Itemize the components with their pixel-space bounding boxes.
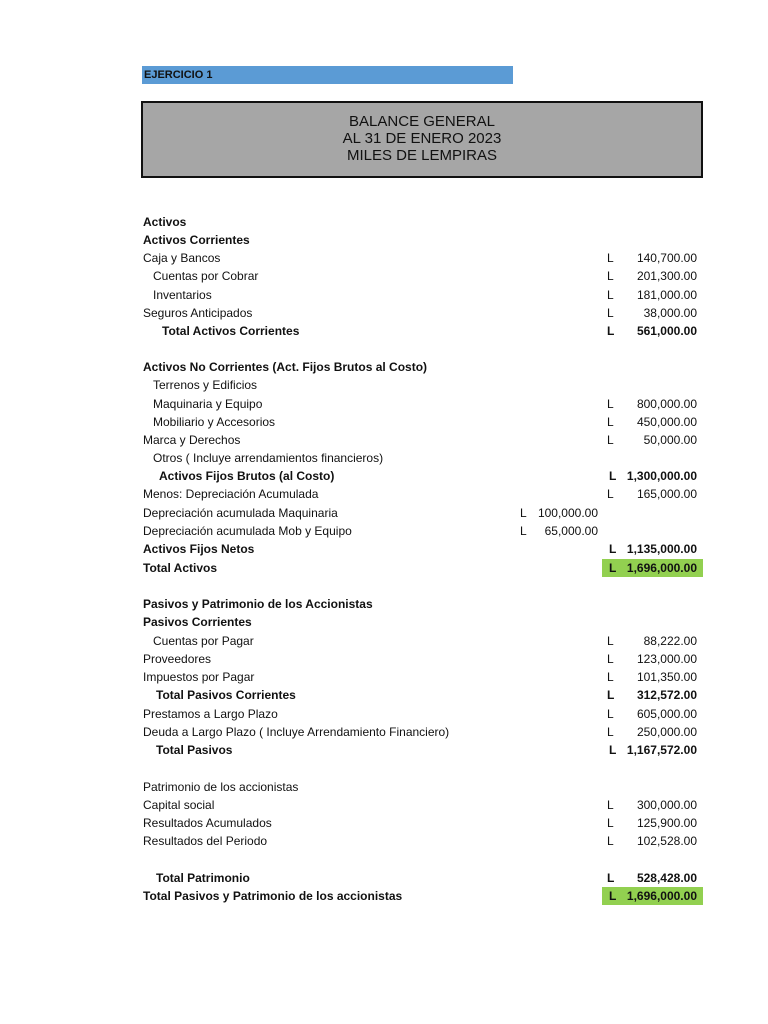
row-amount: 1,300,000.00 — [626, 469, 697, 483]
row-label: Cuentas por Cobrar — [153, 269, 259, 283]
row-amount: 102,528.00 — [636, 834, 697, 848]
row-marca — [143, 431, 703, 449]
row-amount: 561,000.00 — [636, 324, 697, 338]
row-label: Patrimonio de los accionistas — [143, 780, 299, 794]
row-amount: 1,135,000.00 — [626, 542, 697, 556]
row-amount: 125,900.00 — [636, 816, 697, 830]
section-patrimonio — [143, 778, 703, 796]
currency-symbol: L — [609, 469, 617, 483]
title-line-1: BALANCE GENERAL — [349, 113, 495, 130]
section-activos — [143, 213, 703, 231]
row-label: Resultados Acumulados — [143, 816, 272, 830]
currency-symbol: L — [607, 433, 614, 447]
row-label: Mobiliario y Accesorios — [153, 415, 276, 429]
currency-symbol: L — [607, 269, 614, 283]
row-dep-maquinaria — [143, 504, 703, 522]
row-amount: 101,350.00 — [636, 670, 697, 684]
row-label: Activos — [143, 215, 187, 229]
currency-symbol: L — [607, 415, 614, 429]
row-label: Activos Fijos Brutos (al Costo) — [159, 469, 335, 483]
row-label: Pasivos Corrientes — [143, 615, 252, 629]
row-amount: 140,700.00 — [636, 251, 697, 265]
row-terrenos — [143, 376, 703, 394]
row-label: Total Activos — [143, 561, 218, 575]
row-amount: 450,000.00 — [636, 415, 697, 429]
row-menos-depreciacion — [143, 485, 703, 503]
exercise-label: EJERCICIO 1 — [142, 66, 513, 84]
row-amount: 250,000.00 — [636, 725, 697, 739]
row-amount: 300,000.00 — [636, 798, 697, 812]
row-inventarios — [143, 286, 703, 304]
currency-symbol: L — [607, 397, 614, 411]
section-pasivos-patrimonio — [143, 595, 703, 613]
row-amount: 528,428.00 — [636, 871, 697, 885]
row-amount: 100,000.00 — [537, 506, 598, 520]
currency-symbol: L — [607, 834, 614, 848]
title-line-2: AL 31 DE ENERO 2023 — [342, 130, 502, 147]
row-label: Menos: Depreciación Acumulada — [143, 487, 319, 501]
section-activos-corrientes — [143, 231, 703, 249]
row-label: Total Patrimonio — [156, 871, 250, 885]
row-label: Marca y Derechos — [143, 433, 241, 447]
row-amount: 1,696,000.00 — [626, 889, 697, 903]
currency-symbol: L — [607, 306, 614, 320]
row-label: Maquinaria y Equipo — [153, 397, 263, 411]
currency-symbol: L — [607, 324, 615, 338]
row-deuda — [143, 723, 703, 741]
row-caja — [143, 249, 703, 267]
section-activos-no-corrientes — [143, 358, 703, 376]
row-amount: 88,222.00 — [643, 634, 697, 648]
row-label: Total Pasivos Corrientes — [156, 688, 296, 702]
row-label: Activos No Corrientes (Act. Fijos Brutos al Costo) — [143, 360, 428, 374]
row-proveedores — [143, 650, 703, 668]
row-label: Caja y Bancos — [143, 251, 221, 265]
row-amount: 800,000.00 — [636, 397, 697, 411]
row-label: Deuda a Largo Plazo ( Incluye Arrendamiento Financiero) — [143, 725, 450, 739]
row-activos-fijos-netos — [143, 540, 703, 558]
row-label: Seguros Anticipados — [143, 306, 253, 320]
row-label: Proveedores — [143, 652, 212, 666]
row-label: Activos Fijos Netos — [143, 542, 255, 556]
row-label: Prestamos a Largo Plazo — [143, 707, 278, 721]
currency-symbol: L — [607, 634, 614, 648]
row-total-activos — [143, 559, 703, 577]
row-amount: 181,000.00 — [636, 288, 697, 302]
row-amount: 50,000.00 — [643, 433, 697, 447]
row-label: Terrenos y Edificios — [153, 378, 258, 392]
row-total-activos-corrientes — [143, 322, 703, 340]
row-prestamos — [143, 705, 703, 723]
row-amount: 1,167,572.00 — [626, 743, 697, 757]
row-label: Resultados del Periodo — [143, 834, 268, 848]
currency-symbol: L — [607, 652, 614, 666]
row-total-pasivos — [143, 741, 703, 759]
title-box — [141, 101, 703, 178]
currency-symbol: L — [607, 288, 614, 302]
row-maquinaria — [143, 395, 703, 413]
row-label: Activos Corrientes — [143, 233, 250, 247]
row-resultados-periodo — [143, 832, 703, 850]
row-amount: 1,696,000.00 — [626, 561, 697, 575]
row-amount: 605,000.00 — [636, 707, 697, 721]
currency-symbol: L — [607, 871, 615, 885]
row-label: Impuestos por Pagar — [143, 670, 255, 684]
row-label: Total Activos Corrientes — [162, 324, 300, 338]
currency-symbol: L — [520, 506, 527, 520]
row-amount: 38,000.00 — [643, 306, 697, 320]
row-amount: 123,000.00 — [636, 652, 697, 666]
row-otros — [143, 449, 703, 467]
row-label: Pasivos y Patrimonio de los Accionistas — [143, 597, 373, 611]
currency-symbol: L — [607, 251, 614, 265]
row-amount: 165,000.00 — [636, 487, 697, 501]
row-cuentas-cobrar — [143, 267, 703, 285]
row-cuentas-pagar — [143, 632, 703, 650]
row-mobiliario — [143, 413, 703, 431]
row-amount: 201,300.00 — [636, 269, 697, 283]
row-total-pasivos-patrimonio — [143, 887, 703, 905]
currency-symbol: L — [607, 487, 614, 501]
currency-symbol: L — [607, 688, 615, 702]
row-total-patrimonio — [143, 869, 703, 887]
row-resultados-acumulados — [143, 814, 703, 832]
currency-symbol: L — [607, 725, 614, 739]
row-dep-mobiliario — [143, 522, 703, 540]
row-seguros — [143, 304, 703, 322]
row-label: Total Pasivos — [156, 743, 233, 757]
row-label: Depreciación acumulada Mob y Equipo — [143, 524, 352, 538]
row-capital — [143, 796, 703, 814]
title-line-3: MILES DE LEMPIRAS — [346, 147, 498, 164]
row-activos-fijos-brutos — [143, 467, 703, 485]
currency-symbol: L — [607, 798, 614, 812]
currency-symbol: L — [609, 561, 617, 575]
row-label: Inventarios — [153, 288, 212, 302]
currency-symbol: L — [609, 542, 617, 556]
row-amount: 65,000.00 — [544, 524, 598, 538]
section-pasivos-corrientes — [143, 613, 703, 631]
currency-symbol: L — [609, 743, 617, 757]
currency-symbol: L — [609, 889, 617, 903]
row-label: Depreciación acumulada Maquinaria — [143, 506, 338, 520]
row-amount: 312,572.00 — [636, 688, 697, 702]
currency-symbol: L — [607, 707, 614, 721]
row-label: Otros ( Incluye arrendamientos financieros) — [153, 451, 384, 465]
row-label: Cuentas por Pagar — [153, 634, 254, 648]
row-impuestos — [143, 668, 703, 686]
currency-symbol: L — [607, 670, 614, 684]
currency-symbol: L — [607, 816, 614, 830]
row-label: Capital social — [143, 798, 215, 812]
row-total-pasivos-corrientes — [143, 686, 703, 704]
row-label: Total Pasivos y Patrimonio de los accionistas — [143, 889, 403, 903]
currency-symbol: L — [520, 524, 527, 538]
